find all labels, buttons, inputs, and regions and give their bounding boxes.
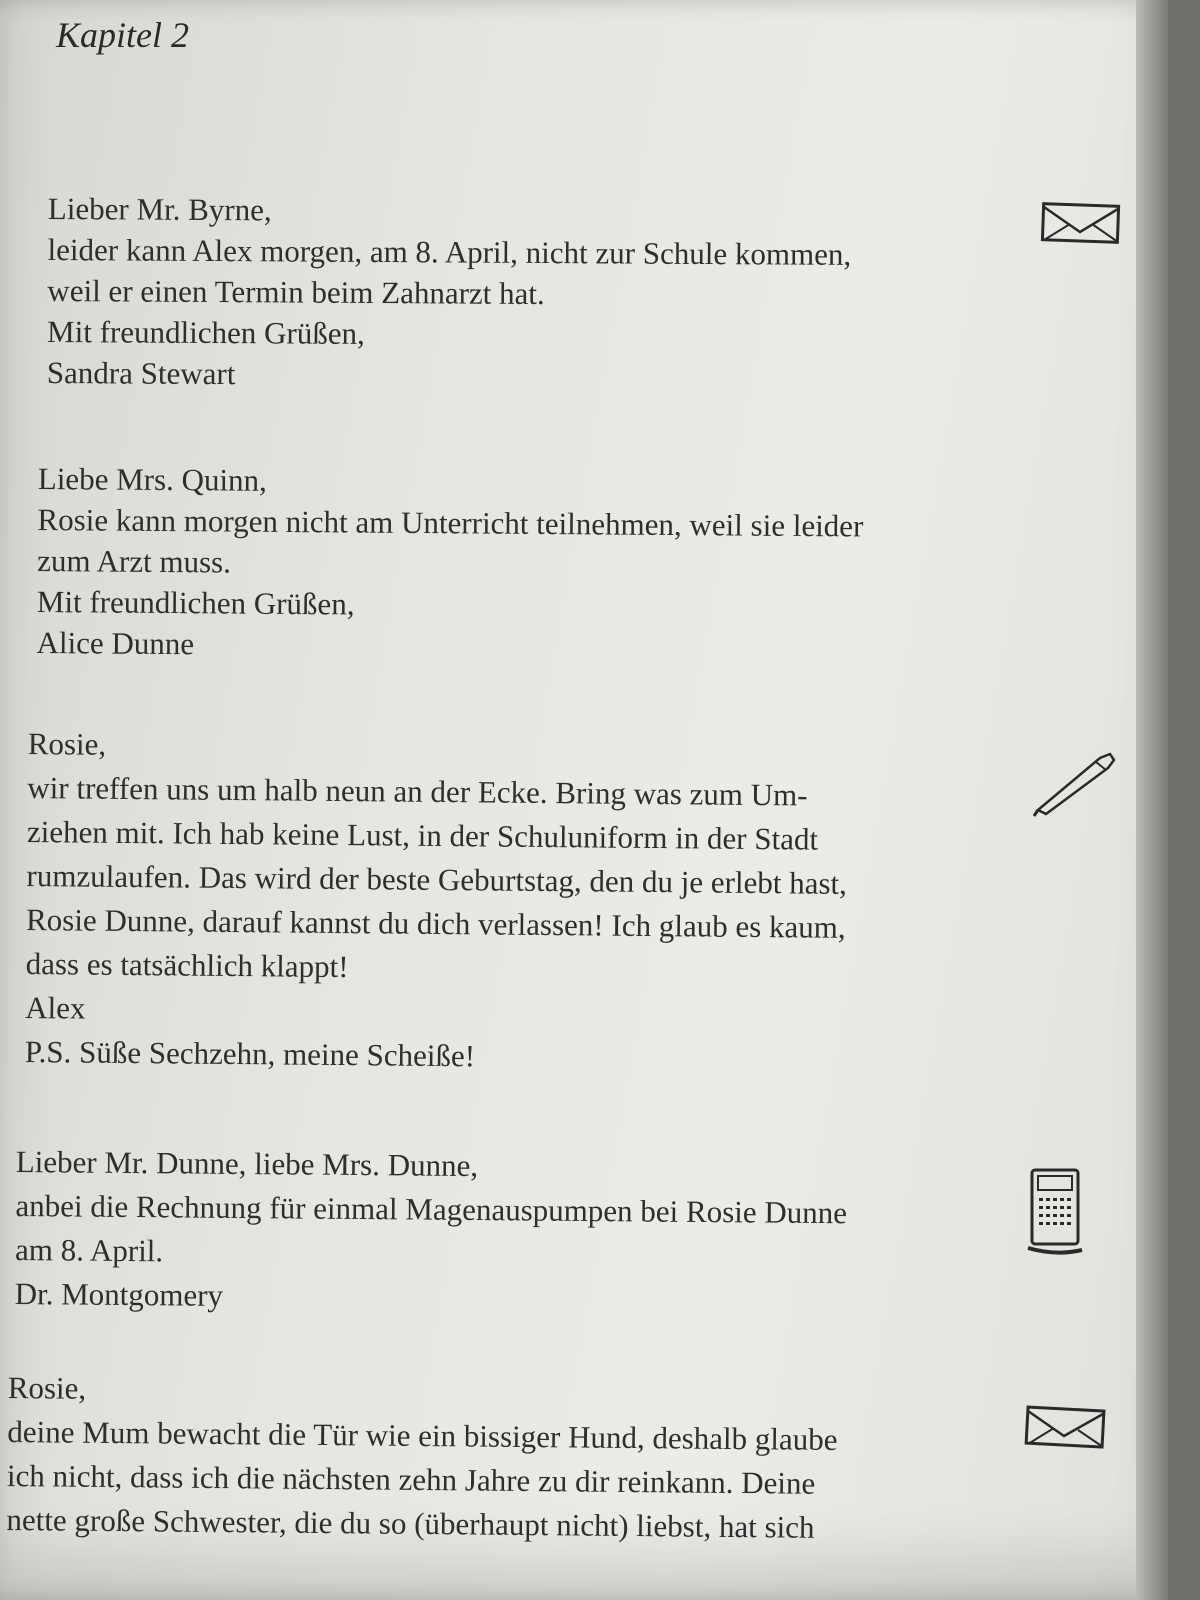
chapter-heading: Kapitel 2 xyxy=(56,15,189,55)
letter-5 xyxy=(6,1366,958,1551)
letter-1 xyxy=(47,188,998,399)
letter-2 xyxy=(36,458,988,670)
letter-line: dass es tatsächlich klappt! xyxy=(25,945,349,985)
letter-line: Lieber Mr. Byrne, xyxy=(47,190,272,228)
letter-line: rumzulaufen. Das wird der beste Geburtstag, den du je erlebt hast, xyxy=(26,857,848,901)
letter-line: wir treffen uns um halb neun an der Ecke. Bring was zum Um- xyxy=(27,769,808,813)
letter-line: nette große Schwester, die du so (überhaupt nicht) liebst, hat sich xyxy=(6,1501,815,1545)
letter-line: Dr. Montgomery xyxy=(14,1275,224,1313)
letter-4 xyxy=(14,1140,965,1324)
letter-line: Alice Dunne xyxy=(36,624,195,662)
letter-line: P.S. Süße Sechzehn, meine Scheiße! xyxy=(24,1033,476,1074)
letter-line: Rosie Dunne, darauf kannst du dich verlassen! Ich glaub es kaum, xyxy=(25,901,846,945)
letter-line: anbei die Rechnung für einmal Magenauspumpen bei Rosie Dunne xyxy=(15,1187,848,1231)
letter-line: Sandra Stewart xyxy=(46,354,236,392)
letter-line: Rosie, xyxy=(7,1369,87,1406)
letter-line: Rosie kann morgen nicht am Unterricht teilnehmen, weil sie leider xyxy=(37,501,864,544)
letter-line: deine Mum bewacht die Tür wie ein bissiger Hund, deshalb glaube xyxy=(7,1413,838,1457)
pen-icon xyxy=(1030,748,1120,818)
letter-line: zum Arzt muss. xyxy=(37,542,232,580)
letter-line: ich nicht, dass ich die nächsten zehn Jahre zu dir reinkann. Deine xyxy=(6,1457,816,1501)
letter-line: Rosie, xyxy=(27,725,107,762)
letter-line: Lieber Mr. Dunne, liebe Mrs. Dunne, xyxy=(15,1143,479,1184)
letter-line: Mit freundlichen Grüßen, xyxy=(47,313,365,351)
letter-line: Mit freundlichen Grüßen, xyxy=(36,583,355,622)
letter-line: am 8. April. xyxy=(14,1231,164,1269)
calculator-icon xyxy=(1026,1166,1086,1258)
letter-line: leider kann Alex morgen, am 8. April, nicht zur Schule kommen, xyxy=(47,231,852,272)
letter-3 xyxy=(25,722,978,1083)
envelope-icon xyxy=(1040,200,1122,248)
letter-line: ziehen mit. Ich hab keine Lust, in der Schuluniform in der Stadt xyxy=(26,813,819,857)
letter-line: weil er einen Termin beim Zahnarzt hat. xyxy=(47,272,545,312)
envelope-icon xyxy=(1024,1404,1108,1454)
letter-line: Alex xyxy=(25,989,86,1026)
page-edge-shadow xyxy=(1136,0,1168,1600)
letter-line: Liebe Mrs. Quinn, xyxy=(37,460,268,498)
